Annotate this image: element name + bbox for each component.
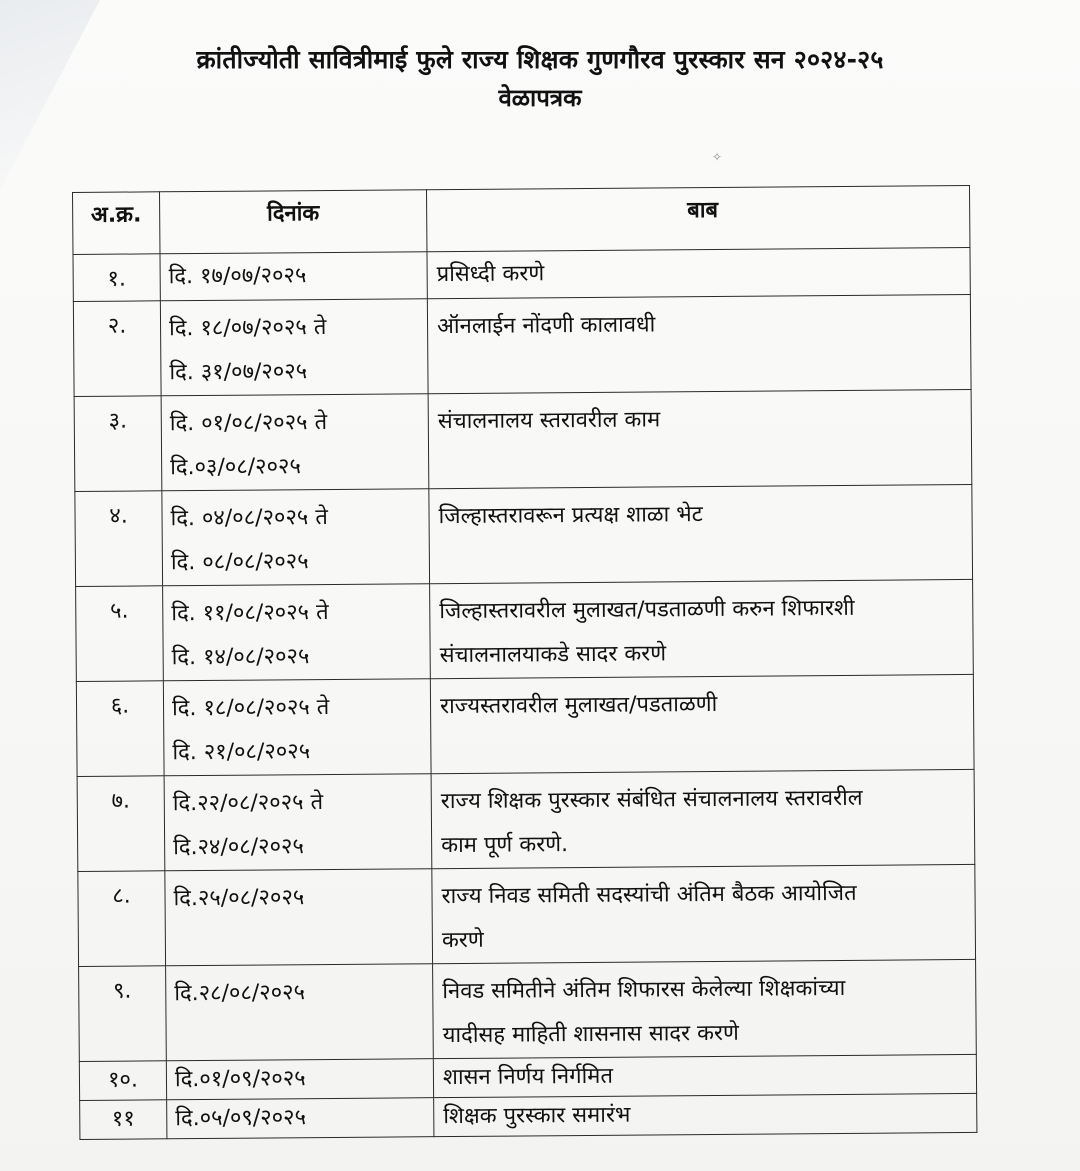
- row-serial-no: ५.: [76, 586, 164, 682]
- row-serial-no: ३.: [74, 396, 162, 492]
- date-line: दि. १८/०८/२०२५ ते: [171, 694, 330, 722]
- row-serial-no: २.: [73, 301, 161, 397]
- date-line: दि.०५/०९/२०२५: [175, 1105, 307, 1132]
- row-date: [166, 1059, 433, 1100]
- item-line: राज्यस्तरावरील मुलाखत/पडताळणी: [439, 691, 718, 720]
- header-serial-no: अ.क्र.: [73, 192, 160, 255]
- table-header-row: [73, 185, 970, 254]
- date-line: दि.२५/०८/२०२५: [173, 885, 305, 912]
- item-line: करणे: [441, 927, 484, 954]
- row-date: [161, 394, 429, 491]
- table-row: [76, 674, 974, 776]
- row-item: [433, 959, 977, 1058]
- row-date: [163, 679, 431, 776]
- date-line: दि.२२/०८/२०२५ ते: [172, 790, 324, 817]
- row-item: [434, 1093, 977, 1136]
- ink-speck: ✧: [712, 150, 723, 164]
- row-item: [430, 674, 974, 773]
- row-serial-no: ९.: [79, 966, 167, 1062]
- row-date: [166, 964, 434, 1061]
- row-item: [427, 247, 970, 298]
- date-line: दि.०१/०९/२०२५: [174, 1066, 306, 1093]
- row-item: [431, 769, 975, 868]
- row-item: [428, 389, 972, 488]
- row-item: [432, 864, 976, 963]
- table-row: [80, 1093, 977, 1139]
- header-date: दिनांक: [160, 190, 427, 254]
- item-line: संचालनालयाकडे सादर करणे: [439, 641, 667, 669]
- table-row: [75, 484, 973, 586]
- document-title: क्रांतीज्योती सावित्रीमाई फुले राज्य शिक्षक गुणगौरव पुरस्कार सन २०२४-२५: [196, 45, 884, 74]
- item-line: काम पूर्ण करणे.: [441, 832, 569, 859]
- row-serial-no: ६.: [76, 681, 164, 777]
- table-row: [79, 959, 977, 1061]
- date-line: दि. ०४/०८/२०२५ ते: [170, 505, 328, 532]
- row-date: [162, 489, 430, 586]
- date-line: दि. ३१/०७/२०२५: [169, 359, 308, 386]
- schedule-table: [72, 185, 977, 1140]
- row-date: [160, 252, 427, 301]
- row-item: [429, 484, 973, 583]
- item-line: राज्य शिक्षक पुरस्कार संबंधित संचालनालय स्तरावरील: [440, 785, 863, 815]
- table-row: [76, 579, 974, 681]
- row-serial-no: ८.: [78, 871, 166, 967]
- row-serial-no: १०.: [79, 1061, 166, 1101]
- row-item: [433, 1054, 976, 1097]
- row-serial-no: १.: [73, 254, 160, 302]
- date-line: दि. २१/०८/२०२५: [172, 739, 311, 766]
- item-line: संचालनालय स्तरावरील काम: [437, 407, 661, 435]
- date-line: दि. ०८/०८/२०२५: [170, 549, 309, 576]
- document-subtitle: वेळापत्रक: [498, 84, 582, 112]
- date-line: दि.०३/०८/२०२५: [170, 454, 301, 481]
- item-line: जिल्हास्तरावरील मुलाखत/पडताळणी करुन शिफारशी: [439, 595, 855, 625]
- item-line: शासन निर्णय निर्गमित: [442, 1063, 614, 1091]
- item-line: प्रसिध्दी करणे: [436, 261, 545, 288]
- date-line: दि. १७/०७/२०२५: [168, 263, 307, 290]
- item-line: शिक्षक पुरस्कार समारंभ: [443, 1102, 631, 1130]
- table-row: [77, 769, 975, 871]
- table-row: [74, 389, 972, 491]
- item-line: जिल्हास्तरावरून प्रत्यक्ष शाळा भेट: [438, 502, 703, 530]
- table-row: [73, 294, 971, 396]
- item-line: निवड समितीने अंतिम शिफारस केलेल्या शिक्षकांच्या: [442, 975, 846, 1005]
- date-line: दि. ०१/०८/२०२५ ते: [169, 410, 328, 437]
- row-item: [430, 579, 974, 678]
- row-serial-no: ४.: [75, 491, 163, 587]
- date-line: दि.२८/०८/२०२५: [174, 980, 306, 1007]
- row-date: [160, 299, 428, 396]
- header-item: बाब: [426, 185, 969, 251]
- table-row: [73, 247, 970, 301]
- row-serial-no: ११: [80, 1100, 167, 1140]
- row-serial-no: ७.: [77, 776, 165, 872]
- row-item: [427, 294, 971, 393]
- row-date: [164, 774, 432, 871]
- date-line: दि.२४/०८/२०२५: [173, 834, 304, 861]
- item-line: राज्य निवड समिती सदस्यांची अंतिम बैठक आयोजित: [441, 880, 857, 910]
- row-date: [163, 584, 431, 681]
- row-date: [167, 1098, 434, 1139]
- item-line: ऑनलाईन नोंदणी कालावधी: [436, 312, 656, 340]
- date-line: दि. १८/०७/२०२५ ते: [168, 315, 327, 342]
- table-row: [78, 864, 976, 966]
- item-line: यादीसह माहिती शासनास सादर करणे: [442, 1020, 739, 1049]
- date-line: दि. ११/०८/२०२५ ते: [171, 599, 329, 627]
- row-date: [165, 869, 433, 966]
- date-line: दि. १४/०८/२०२५: [171, 644, 310, 671]
